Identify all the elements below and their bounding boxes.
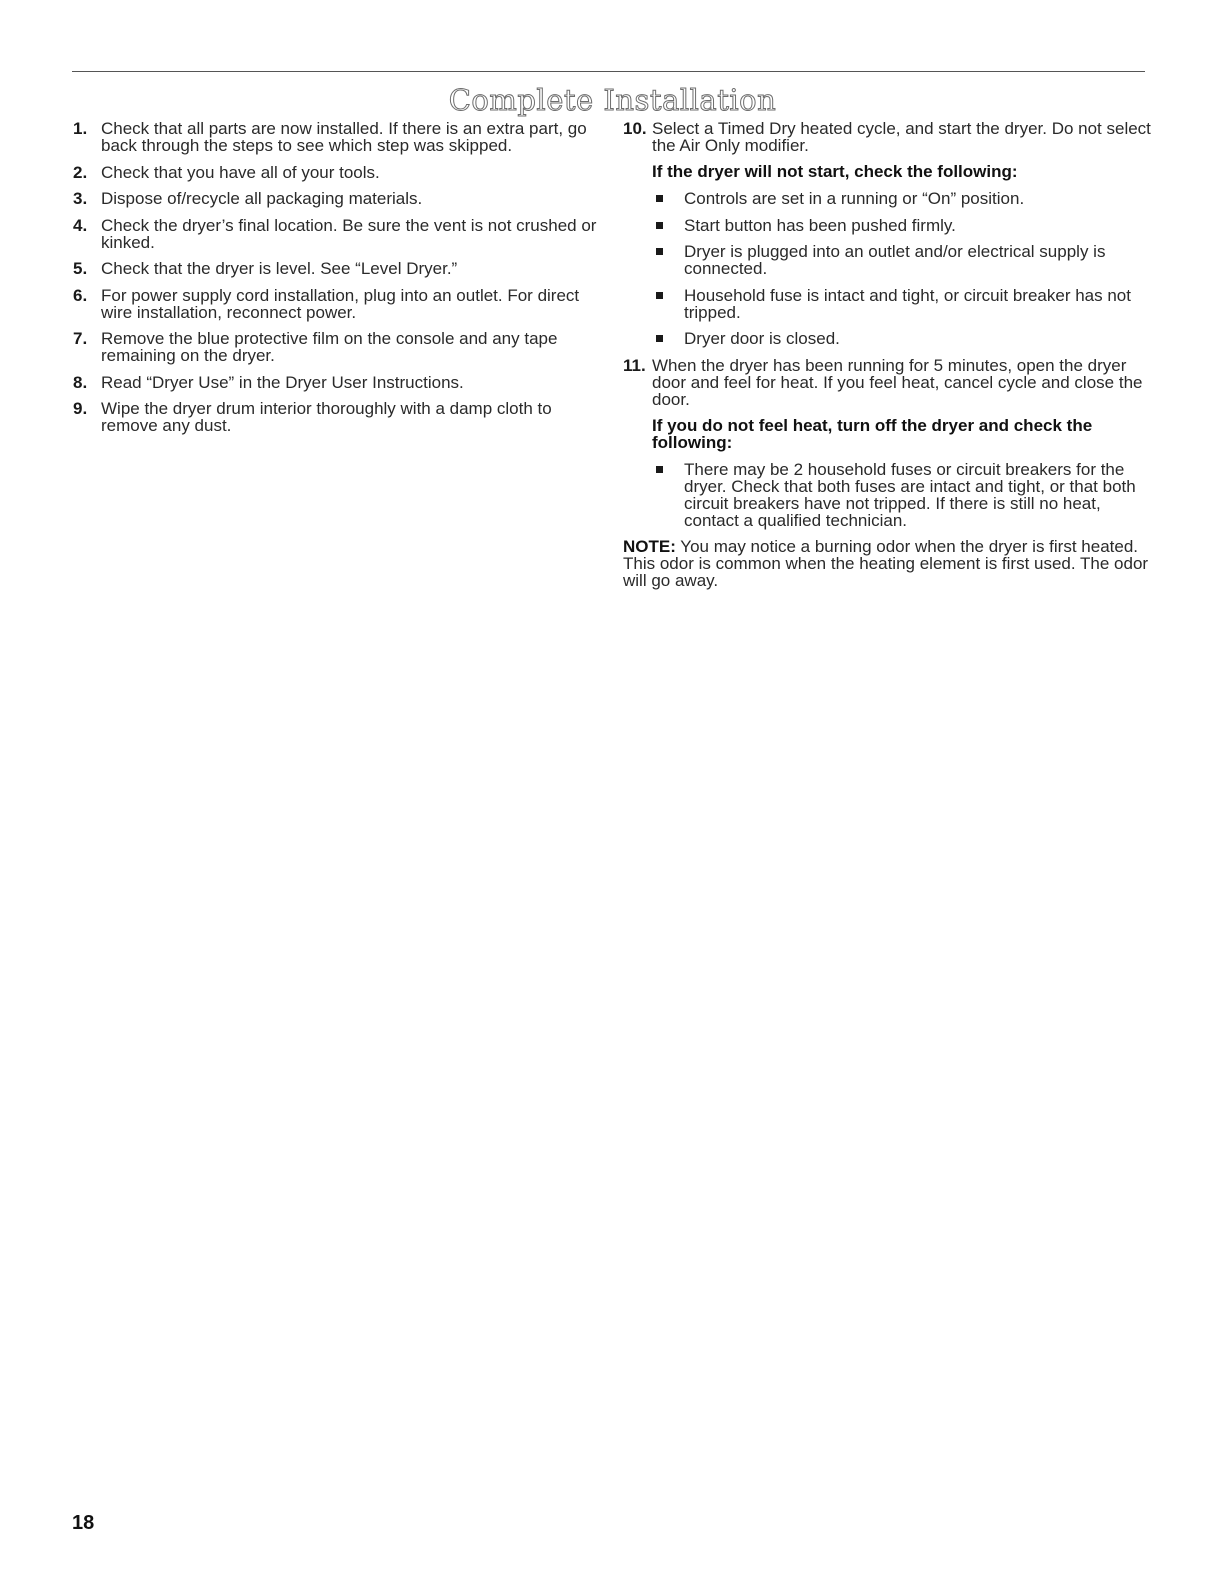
page-title: Complete Installation bbox=[448, 83, 777, 117]
list-item bbox=[72, 260, 602, 277]
page-number: 18 bbox=[72, 1512, 95, 1534]
bullet-text: There may be 2 household fuses or circuit breakers for the dryer. Check that both fuses are intact and tight, or that both circuit breakers have not tripped. If there is still no heat, contact a qualified technician. bbox=[684, 459, 1136, 530]
top-rule bbox=[72, 71, 1145, 72]
list-item bbox=[72, 400, 602, 434]
check-heading: If the dryer will not start, check the following: bbox=[652, 162, 1018, 181]
step-text: Select a Timed Dry heated cycle, and start the dryer. Do not select the Air Only modifier. bbox=[652, 119, 1151, 155]
list-item bbox=[72, 164, 602, 181]
square-bullet-icon bbox=[656, 248, 663, 255]
square-bullet-icon bbox=[656, 195, 663, 202]
step-text: Check that all parts are now installed. If there is an extra part, go back through the steps to see which step was skipped. bbox=[101, 119, 587, 155]
square-bullet-icon bbox=[656, 466, 663, 473]
step-number: 10. bbox=[623, 119, 647, 138]
bullet-text: Controls are set in a running or “On” position. bbox=[684, 189, 1025, 208]
check-heading: If you do not feel heat, turn off the dryer and check the following: bbox=[652, 415, 1093, 452]
list-item bbox=[72, 217, 602, 251]
list-item bbox=[652, 217, 1151, 234]
step-number: 3. bbox=[73, 189, 88, 208]
list-item bbox=[72, 330, 602, 364]
step-number: 11. bbox=[623, 355, 646, 375]
list-item bbox=[652, 330, 1151, 347]
step-text: Read “Dryer Use” in the Dryer User Instructions. bbox=[101, 372, 464, 392]
bullet-text: Dryer is plugged into an outlet and/or electrical supply is connected. bbox=[684, 242, 1106, 278]
step-number: 5. bbox=[73, 259, 88, 278]
list-item bbox=[72, 374, 602, 391]
step-number: 4. bbox=[73, 215, 88, 235]
step-number: 7. bbox=[73, 329, 88, 348]
step-number: 6. bbox=[73, 285, 88, 305]
list-item bbox=[652, 243, 1151, 277]
bullet-text: Dryer door is closed. bbox=[684, 329, 840, 348]
step-text: Remove the blue protective film on the console and any tape remaining on the dryer. bbox=[101, 329, 558, 365]
right-column bbox=[623, 120, 1151, 589]
square-bullet-icon bbox=[656, 292, 663, 299]
note-text: You may notice a burning odor when the dryer is first heated. This odor is common when the heating element is first used. The odor will go away. bbox=[623, 537, 1149, 590]
step-text: For power supply cord installation, plug into an outlet. For direct wire installation, reconnect power. bbox=[101, 285, 580, 322]
step-text: Wipe the dryer drum interior thoroughly with a damp cloth to remove any dust. bbox=[101, 399, 552, 435]
right-steps-list bbox=[623, 120, 1151, 529]
step-number: 8. bbox=[73, 372, 88, 392]
step-number: 9. bbox=[73, 399, 88, 418]
step-text: Check that you have all of your tools. bbox=[101, 162, 380, 182]
list-item bbox=[72, 287, 602, 321]
list-item bbox=[623, 357, 1151, 529]
list-item bbox=[72, 120, 602, 154]
list-item bbox=[72, 190, 602, 207]
square-bullet-icon bbox=[656, 222, 663, 229]
step-number: 1. bbox=[73, 119, 88, 138]
list-item bbox=[652, 461, 1151, 529]
note-label: NOTE: bbox=[623, 537, 676, 556]
square-bullet-icon bbox=[656, 335, 663, 342]
bullet-text: Start button has been pushed firmly. bbox=[684, 215, 956, 235]
bullet-list bbox=[652, 461, 1151, 529]
bullet-text: Household fuse is intact and tight, or circuit breaker has not tripped. bbox=[684, 285, 1131, 322]
bullet-list bbox=[652, 190, 1151, 347]
step-text: When the dryer has been running for 5 minutes, open the dryer door and feel for heat. If you feel heat, cancel cycle and close the door. bbox=[652, 355, 1143, 409]
step-text: Check the dryer’s final location. Be sure the vent is not crushed or kinked. bbox=[101, 215, 597, 252]
step-text: Dispose of/recycle all packaging materials. bbox=[101, 189, 423, 208]
list-item bbox=[652, 287, 1151, 321]
step-number: 2. bbox=[73, 162, 88, 182]
list-item bbox=[652, 190, 1151, 207]
note-paragraph bbox=[623, 538, 1151, 589]
left-column bbox=[72, 120, 602, 444]
list-item bbox=[623, 120, 1151, 347]
step-text: Check that the dryer is level. See “Level Dryer.” bbox=[101, 259, 458, 278]
left-steps-list bbox=[72, 120, 602, 434]
